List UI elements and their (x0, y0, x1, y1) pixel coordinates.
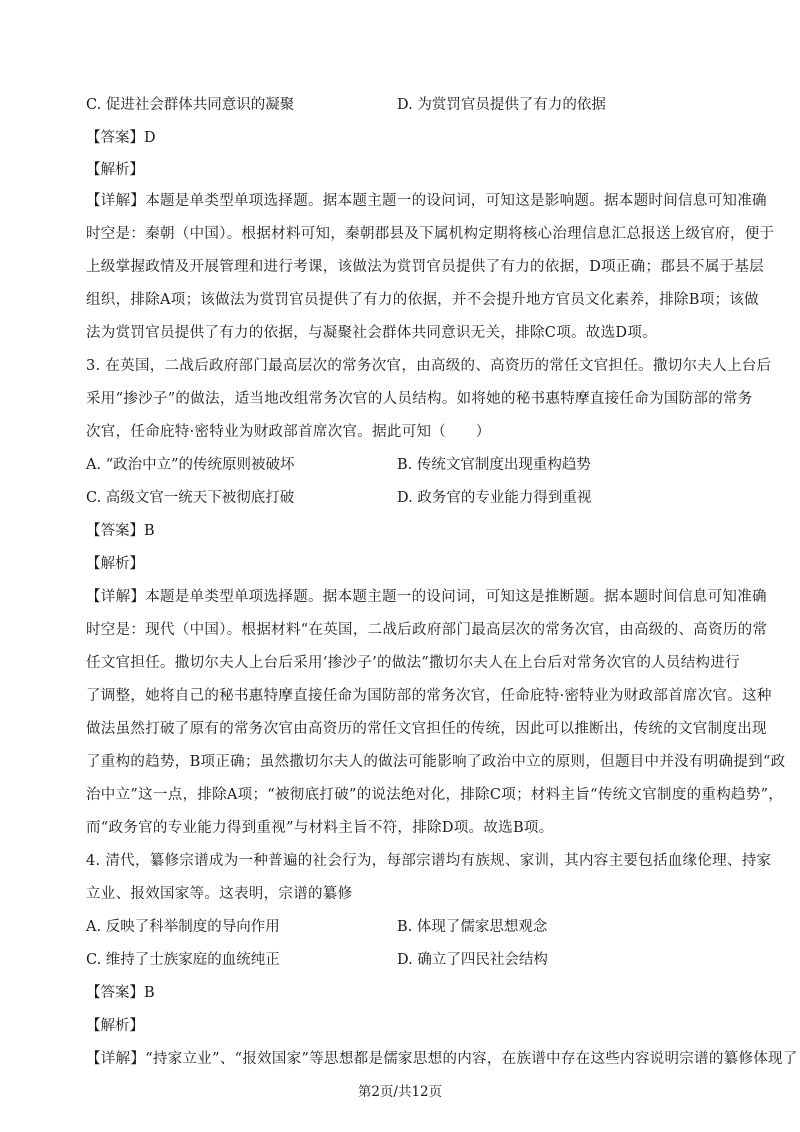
answer-value: B (144, 985, 155, 1001)
q3-detail-line-5: 做法虽然打破了原有的常务次官由高资历的常任文官担任的传统，因此可以推断出，传统的文官制度出现 (86, 721, 767, 737)
q2-analysis-label: 【解析】 (86, 162, 144, 178)
answer-label: 【答案】 (86, 523, 144, 539)
q4-stem-line-2: 立业、报效国家等。这表明，宗谱的纂修 (86, 886, 353, 902)
page-number: 第2页/共12页 (357, 1084, 443, 1100)
q3-answer (86, 519, 155, 540)
q3-option-c: C. 高级文官一统天下被彻底打破 (86, 490, 295, 506)
q4-analysis-label: 【解析】 (86, 1018, 144, 1034)
q2-detail-line-5: 法为赏罚官员提供了有力的依据，与凝聚社会群体共同意识无关，排除C项。故选D项。 (86, 325, 657, 341)
q3-detail-line-6: 了重构的趋势，B项正确；虽然撒切尔夫人的做法可能影响了政治中立的原则，但题目中并没有明确提到“政 (86, 754, 786, 770)
q2-detail-line-2: 时空是：秦朝（中国）。根据材料可知，秦朝郡县及下属机构定期将核心治理信息汇总报送上级官府，便于 (86, 226, 775, 242)
answer-value: B (144, 523, 155, 539)
q3-stem-line-1: 3. 在英国，二战后政府部门最高层次的常务次官，由高级的、高资历的常任文官担任。撒切尔夫人上台后 (86, 358, 772, 374)
q3-stem-line-3: 次官，任命庇特·密特业为财政部首席次官。据此可知（ ） (86, 424, 491, 440)
q3-detail-line-7: 治中立”这一点，排除A项；“被彻底打破”的说法绝对化，排除C项；材料主旨“传统文官制度的重构趋势”， (86, 787, 784, 803)
q3-option-d: D. 政务官的专业能力得到重视 (397, 490, 592, 506)
q3-option-a: A. “政治中立”的传统原则被破坏 (86, 457, 295, 473)
q4-answer (86, 981, 155, 1002)
q4-option-b: B. 体现了儒家思想观念 (397, 919, 548, 935)
answer-value: D (144, 130, 156, 146)
q2-option-c: C. 促进社会群体共同意识的凝聚 (86, 97, 295, 113)
q3-detail-line-3: 任文官担任。撒切尔夫人上台后采用‘掺沙子’的做法”撒切尔夫人在上台后对常务次官的人员结构进行 (86, 655, 740, 671)
q2-answer (86, 126, 156, 147)
q3-detail-line-1: 【详解】本题是单类型单项选择题。据本题主题一的设问词，可知这是推断题。据本题时间信息可知准确 (86, 589, 767, 605)
q3-detail-line-2: 时空是：现代（中国）。根据材料“在英国，二战后政府部门最高层次的常务次官，由高级的、高资历的常 (86, 622, 768, 638)
q3-stem-line-2: 采用“掺沙子”的做法，适当地改组常务次官的人员结构。如将她的秘书惠特摩直接任命为国防部的常务 (86, 391, 753, 407)
q2-option-d: D. 为赏罚官员提供了有力的依据 (397, 97, 606, 113)
q2-detail-line-1: 【详解】本题是单类型单项选择题。据本题主题一的设问词，可知这是影响题。据本题时间信息可知准确 (86, 193, 767, 209)
q4-option-c: C. 维持了士族家庭的血统纯正 (86, 952, 280, 968)
q4-option-d: D. 确立了四民社会结构 (397, 952, 548, 968)
q3-detail-line-4: 了调整，她将自己的秘书惠特摩直接任命为国防部的常务次官，任命庇特·密特业为财政部首席次官。这种 (86, 688, 772, 704)
q4-detail-line-1: 【详解】“持家立业”、“报效国家”等思想都是儒家思想的内容，在族谱中存在这些内容说明宗谱的纂修体现了 (86, 1051, 798, 1067)
q4-stem-line-1: 4. 清代，纂修宗谱成为一种普遍的社会行为，每部宗谱均有族规、家训，其内容主要包括血缘伦理、持家 (86, 853, 772, 869)
q3-detail-line-8: 而“政务官的专业能力得到重视”与材料主旨不符，排除D项。故选B项。 (86, 820, 554, 836)
q3-option-b: B. 传统文官制度出现重构趋势 (397, 457, 591, 473)
q4-option-a: A. 反映了科举制度的导向作用 (86, 919, 280, 935)
answer-label: 【答案】 (86, 130, 144, 146)
q2-detail-line-3: 上级掌握政情及开展管理和进行考课，该做法为赏罚官员提供了有力的依据，D项正确；郡县不属于基层 (86, 259, 764, 275)
q2-detail-line-4: 组织，排除A项；该做法为赏罚官员提供了有力的依据，并不会提升地方官员文化素养，排除B项；该做 (86, 292, 759, 308)
answer-label: 【答案】 (86, 985, 144, 1001)
q3-analysis-label: 【解析】 (86, 556, 144, 572)
